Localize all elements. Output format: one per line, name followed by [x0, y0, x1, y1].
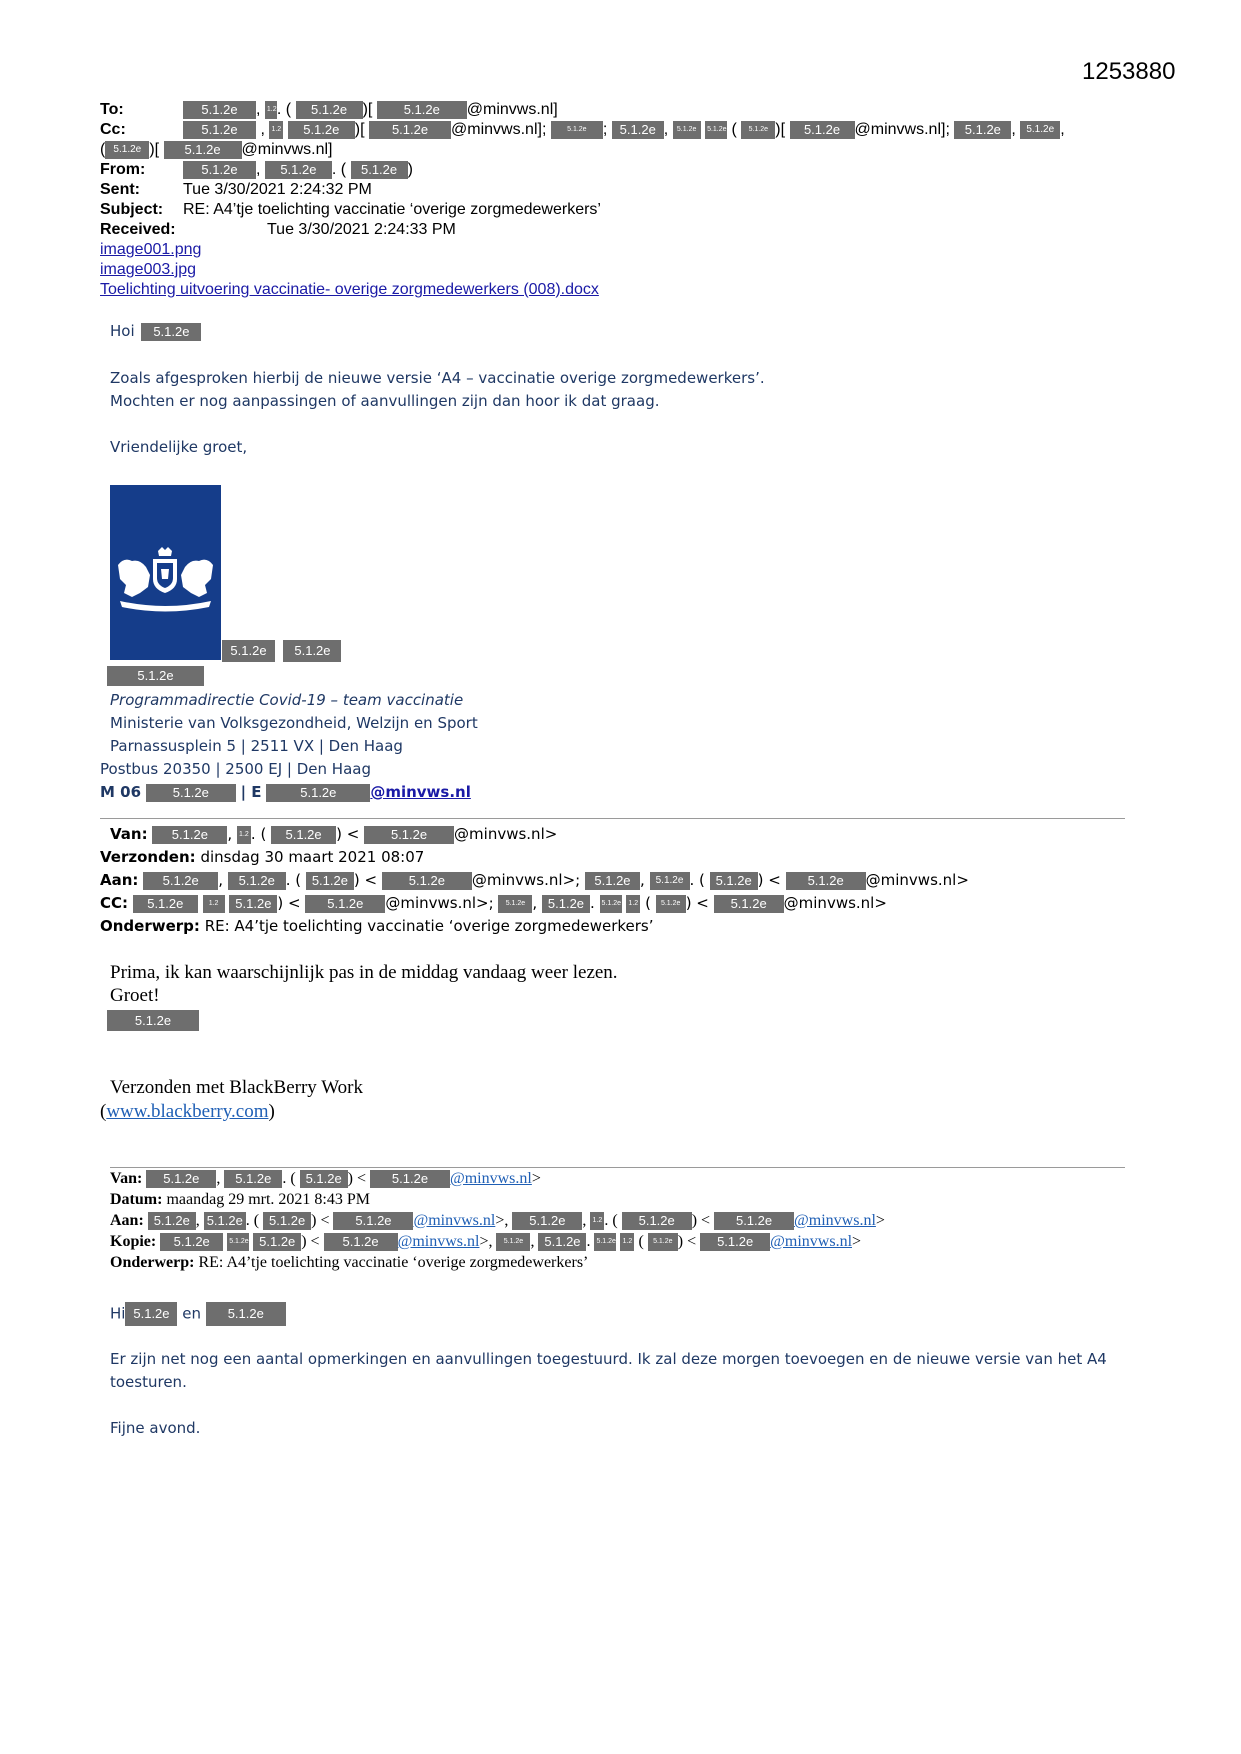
redaction: 5.1.2e [333, 1212, 413, 1230]
datum-value: maandag 29 mrt. 2021 8:43 PM [166, 1191, 370, 1208]
redaction: 5.1.2e [594, 1233, 616, 1251]
sig-m-label: M 06 [100, 783, 142, 801]
aan-label: Aan: [100, 871, 139, 889]
received-row [100, 220, 176, 240]
redaction: 5.1.2e [612, 121, 664, 139]
onderwerp-value: RE: A4’tje toelichting vaccinatie ‘overige zorgmedewerkers’ [198, 1254, 589, 1271]
redaction: 1.2 [265, 101, 277, 119]
redaction: 5.1.2e [700, 1233, 770, 1251]
email-domain: @minvws.nl]; [854, 121, 950, 138]
subject-label: Subject: [100, 201, 164, 218]
redaction: 5.1.2e [551, 121, 603, 139]
redaction: 5.1.2e [152, 826, 227, 844]
redaction: 5.1.2e [183, 121, 256, 139]
redaction: 5.1.2e [107, 666, 204, 686]
redaction: 5.1.2e [786, 872, 866, 890]
from-label: From: [100, 161, 146, 178]
redaction: 5.1.2e [125, 1302, 177, 1326]
sig-email-link[interactable]: @minvws.nl [370, 783, 471, 801]
closing: Vriendelijke groet, [110, 438, 248, 456]
redaction: 5.1.2e [382, 872, 472, 890]
verzonden-value: dinsdag 30 maart 2021 08:07 [200, 848, 425, 866]
email-domain: @minvws.nl>; [471, 871, 581, 889]
sent-value: Tue 3/30/2021 2:24:32 PM [183, 181, 372, 198]
redaction: 5.1.2e [538, 1233, 586, 1251]
redaction: 5.1.2e [790, 121, 855, 139]
attachment-link[interactable]: image001.png [100, 241, 202, 258]
redaction: 5.1.2e [283, 640, 341, 662]
sig-e-label: | E [240, 783, 262, 801]
van-row: Van: 5.1.2e , 5.1.2e . ( 5.1.2e ) < 5.1.2e @minvws.nl> [110, 1170, 541, 1187]
cc-label: CC: [100, 894, 129, 912]
greeting-text: Hoi [110, 322, 135, 340]
van-label: Van: [110, 825, 148, 843]
greeting [110, 322, 201, 341]
redaction: 5.1.2e [143, 872, 218, 890]
redaction: 5.1.2e [148, 1212, 196, 1230]
aan-row: Aan: 5.1.2e , 5.1.2e . ( 5.1.2e ) < 5.1.2e @minvws.nl>, 5.1.2e , 1.2 . ( 5.1.2e ) < 5.1.2e @minvws.nl> [110, 1212, 885, 1229]
received-value: Tue 3/30/2021 2:24:33 PM [267, 221, 456, 238]
redaction: 5.1.2e [183, 161, 256, 179]
email-domain: @minvws.nl> [865, 871, 969, 889]
redaction: 1.2 [237, 826, 251, 844]
redaction: 5.1.2e [107, 1010, 199, 1031]
received-label: Received: [100, 221, 176, 238]
redaction: 5.1.2e [288, 121, 355, 139]
body-line: Zoals afgesproken hierbij de nieuwe versie ‘A4 – vaccinatie overige zorgmedewerkers’. [110, 369, 765, 387]
aan-label: Aan: [110, 1212, 144, 1229]
email-link[interactable]: @minvws.nl [770, 1233, 853, 1250]
redaction: 5.1.2e [206, 1302, 286, 1326]
email-domain: @minvws.nl]; [451, 121, 547, 138]
signature-name [222, 640, 341, 662]
redaction: 5.1.2e [265, 161, 332, 179]
rijksoverheid-logo [110, 485, 221, 660]
redaction: 5.1.2e [263, 1212, 311, 1230]
onderwerp-row [100, 917, 654, 935]
body-line: Mochten er nog aanpassingen of aanvullingen zijn dan hoor ik dat graag. [110, 392, 660, 410]
redaction: 5.1.2e [370, 1170, 450, 1188]
to-values: 5.1.2e , 1.2. ( 5.1.2e )[ 5.1.2e @minvws.nl] [183, 100, 558, 120]
blackberry-link-row [100, 1101, 275, 1123]
redaction: 5.1.2e [673, 121, 701, 139]
redaction: 5.1.2e [146, 784, 236, 802]
redaction: 5.1.2e [146, 1170, 216, 1188]
sig-ministry: Ministerie van Volksgezondheid, Welzijn en Sport [110, 714, 478, 732]
redaction: 5.1.2e [377, 101, 467, 119]
cc-values-cont: ( 5.1.2e )[ 5.1.2e @minvws.nl] [100, 141, 333, 158]
redaction: 5.1.2e [164, 141, 242, 159]
sig-contact [100, 783, 471, 802]
redaction: 1.2 [626, 895, 640, 913]
email-link[interactable]: @minvws.nl [413, 1212, 496, 1229]
from-values: 5.1.2e , 5.1.2e . ( 5.1.2e ) [183, 160, 413, 180]
aan-row: Aan: 5.1.2e , 5.1.2e . ( 5.1.2e ) < 5.1.2e @minvws.nl>; 5.1.2e , 5.1.2e . ( 5.1.2e ) < 5.1.2e @minvws.nl> [100, 871, 969, 889]
redaction: 5.1.2e [585, 872, 640, 890]
redaction: 5.1.2e [266, 784, 370, 802]
greeting-and: en [182, 1304, 201, 1323]
greeting [110, 1302, 286, 1326]
from-label-row [100, 160, 145, 180]
redaction: 5.1.2e [105, 141, 149, 159]
redaction: 5.1.2e [300, 1170, 348, 1188]
cc-row: CC: 5.1.2e 1.2 5.1.2e ) < 5.1.2e @minvws.nl>; 5.1.2e , 5.1.2e . 5.1.2e 1.2 ( 5.1.2e ) < 5.1.2e @minvws.nl> [100, 894, 887, 912]
redaction: 5.1.2e [271, 826, 336, 844]
redaction: 5.1.2e [222, 640, 275, 662]
cc-label: Cc: [100, 121, 126, 138]
redaction: 1.2 [203, 895, 225, 913]
sent-label: Sent: [100, 181, 140, 198]
email-domain: @minvws.nl> [783, 894, 887, 912]
paren-open: ( [100, 1101, 107, 1122]
body-line: Groet! [110, 985, 160, 1006]
paren-close: ) [268, 1101, 275, 1122]
attachment-link[interactable]: image003.jpg [100, 261, 197, 278]
redaction: 5.1.2e [324, 1233, 398, 1251]
separator [110, 1167, 1125, 1168]
cc-label-row [100, 120, 126, 140]
redaction: 5.1.2e [141, 323, 201, 341]
verzonden-row [100, 848, 424, 866]
redaction: 5.1.2e [622, 1212, 692, 1230]
body-line: Prima, ik kan waarschijnlijk pas in de middag vandaag weer lezen. [110, 962, 618, 983]
redaction: 5.1.2e [714, 1212, 794, 1230]
van-row: Van: 5.1.2e , 1.2 . ( 5.1.2e ) < 5.1.2e @minvws.nl> [110, 825, 558, 843]
redaction: 5.1.2e [656, 895, 686, 913]
document-id: 1253880 [1082, 58, 1176, 85]
redaction: 5.1.2e [710, 872, 758, 890]
redaction: 5.1.2e [364, 826, 454, 844]
redaction: 5.1.2e [1020, 121, 1060, 139]
email-link[interactable]: @minvws.nl [397, 1233, 480, 1250]
redaction: 5.1.2e [600, 895, 622, 913]
redaction: 1.2 [590, 1212, 604, 1230]
redaction: 1.2 [620, 1233, 634, 1251]
redaction: 5.1.2e [954, 121, 1011, 139]
redaction: 5.1.2e [306, 872, 354, 890]
redaction: 5.1.2e [705, 121, 727, 139]
redaction: 5.1.2e [498, 895, 532, 913]
attachment-link[interactable]: Toelichting uitvoering vaccinatie- overige zorgmedewerkers (008).docx [100, 281, 599, 298]
redaction: 5.1.2e [542, 895, 590, 913]
datum-label: Datum: [110, 1191, 163, 1208]
redaction: 5.1.2e [133, 895, 198, 913]
email-domain: @minvws.nl>; [385, 894, 494, 912]
sig-postbus: Postbus 20350 | 2500 EJ | Den Haag [100, 760, 371, 778]
redaction: 5.1.2e [224, 1170, 282, 1188]
redaction: 5.1.2e [296, 101, 363, 119]
kopie-label: Kopie: [110, 1233, 157, 1250]
separator [100, 818, 1125, 819]
redaction: 5.1.2e [227, 1233, 249, 1251]
blackberry-link[interactable]: www.blackberry.com [106, 1101, 269, 1122]
redaction: 5.1.2e [183, 101, 256, 119]
redaction: 5.1.2e [204, 1212, 246, 1230]
onderwerp-label: Onderwerp: [100, 917, 200, 935]
redaction: 5.1.2e [253, 1233, 301, 1251]
redaction: 5.1.2e [160, 1233, 223, 1251]
kopie-row: Kopie: 5.1.2e 5.1.2e 5.1.2e ) < 5.1.2e @minvws.nl>, 5.1.2e , 5.1.2e . 5.1.2e 1.2 ( 5.1.2e ) < 5.1.2e @minvws.nl> [110, 1233, 862, 1250]
redaction: 5.1.2e [512, 1212, 582, 1230]
coat-of-arms-icon [110, 545, 221, 615]
redaction: 5.1.2e [496, 1233, 530, 1251]
redaction: 5.1.2e [714, 895, 784, 913]
email-domain: @minvws.nl> [454, 825, 558, 843]
subject-value: RE: A4’tje toelichting vaccinatie ‘overige zorgmedewerkers’ [183, 201, 601, 218]
sent-with: Verzonden met BlackBerry Work [110, 1077, 363, 1098]
onderwerp-label: Onderwerp: [110, 1254, 195, 1271]
onderwerp-value: RE: A4’tje toelichting vaccinatie ‘overige zorgmedewerkers’ [204, 917, 654, 935]
redaction: 5.1.2e [351, 161, 408, 179]
onderwerp-row [110, 1254, 588, 1272]
sig-department: Programmadirectie Covid-19 – team vaccinatie [110, 691, 464, 709]
datum-row [110, 1191, 370, 1209]
redaction: 5.1.2e [650, 872, 690, 890]
email-link[interactable]: @minvws.nl [794, 1212, 876, 1229]
closing: Fijne avond. [110, 1419, 201, 1437]
cc-values: 5.1.2e , 1.2 5.1.2e )[ 5.1.2e @minvws.nl]; 5.1.2e ; 5.1.2e , 5.1.2e 5.1.2e ( 5.1.2e )[ 5.1.2e @minvws.nl]; 5.1.2e , 5.1.2e , [183, 120, 1065, 140]
redaction: 5.1.2e [229, 895, 277, 913]
email-link[interactable]: @minvws.nl [450, 1170, 532, 1187]
redaction: 5.1.2e [305, 895, 385, 913]
to-row [100, 100, 124, 120]
van-label: Van: [110, 1170, 143, 1187]
redaction: 5.1.2e [228, 872, 286, 890]
sent-row [100, 180, 140, 200]
redaction: 5.1.2e [369, 121, 451, 139]
greeting-text: Hi [110, 1304, 126, 1323]
body-line: toesturen. [110, 1373, 187, 1391]
redaction: 1.2 [269, 121, 283, 139]
body-line: Er zijn net nog een aantal opmerkingen en aanvullingen toegestuurd. Ik zal deze morgen toevoegen en de nieuwe versie van het A4 [110, 1350, 1107, 1368]
to-label: To: [100, 101, 124, 118]
email-domain: @minvws.nl] [241, 141, 333, 158]
subject-row [100, 200, 163, 220]
redaction: 5.1.2e [741, 121, 775, 139]
sig-address: Parnassusplein 5 | 2511 VX | Den Haag [110, 737, 403, 755]
signature-redaction [107, 1010, 199, 1031]
verzonden-label: Verzonden: [100, 848, 196, 866]
redaction: 5.1.2e [648, 1233, 678, 1251]
signature-role [107, 666, 204, 686]
email-domain: @minvws.nl] [466, 101, 558, 118]
